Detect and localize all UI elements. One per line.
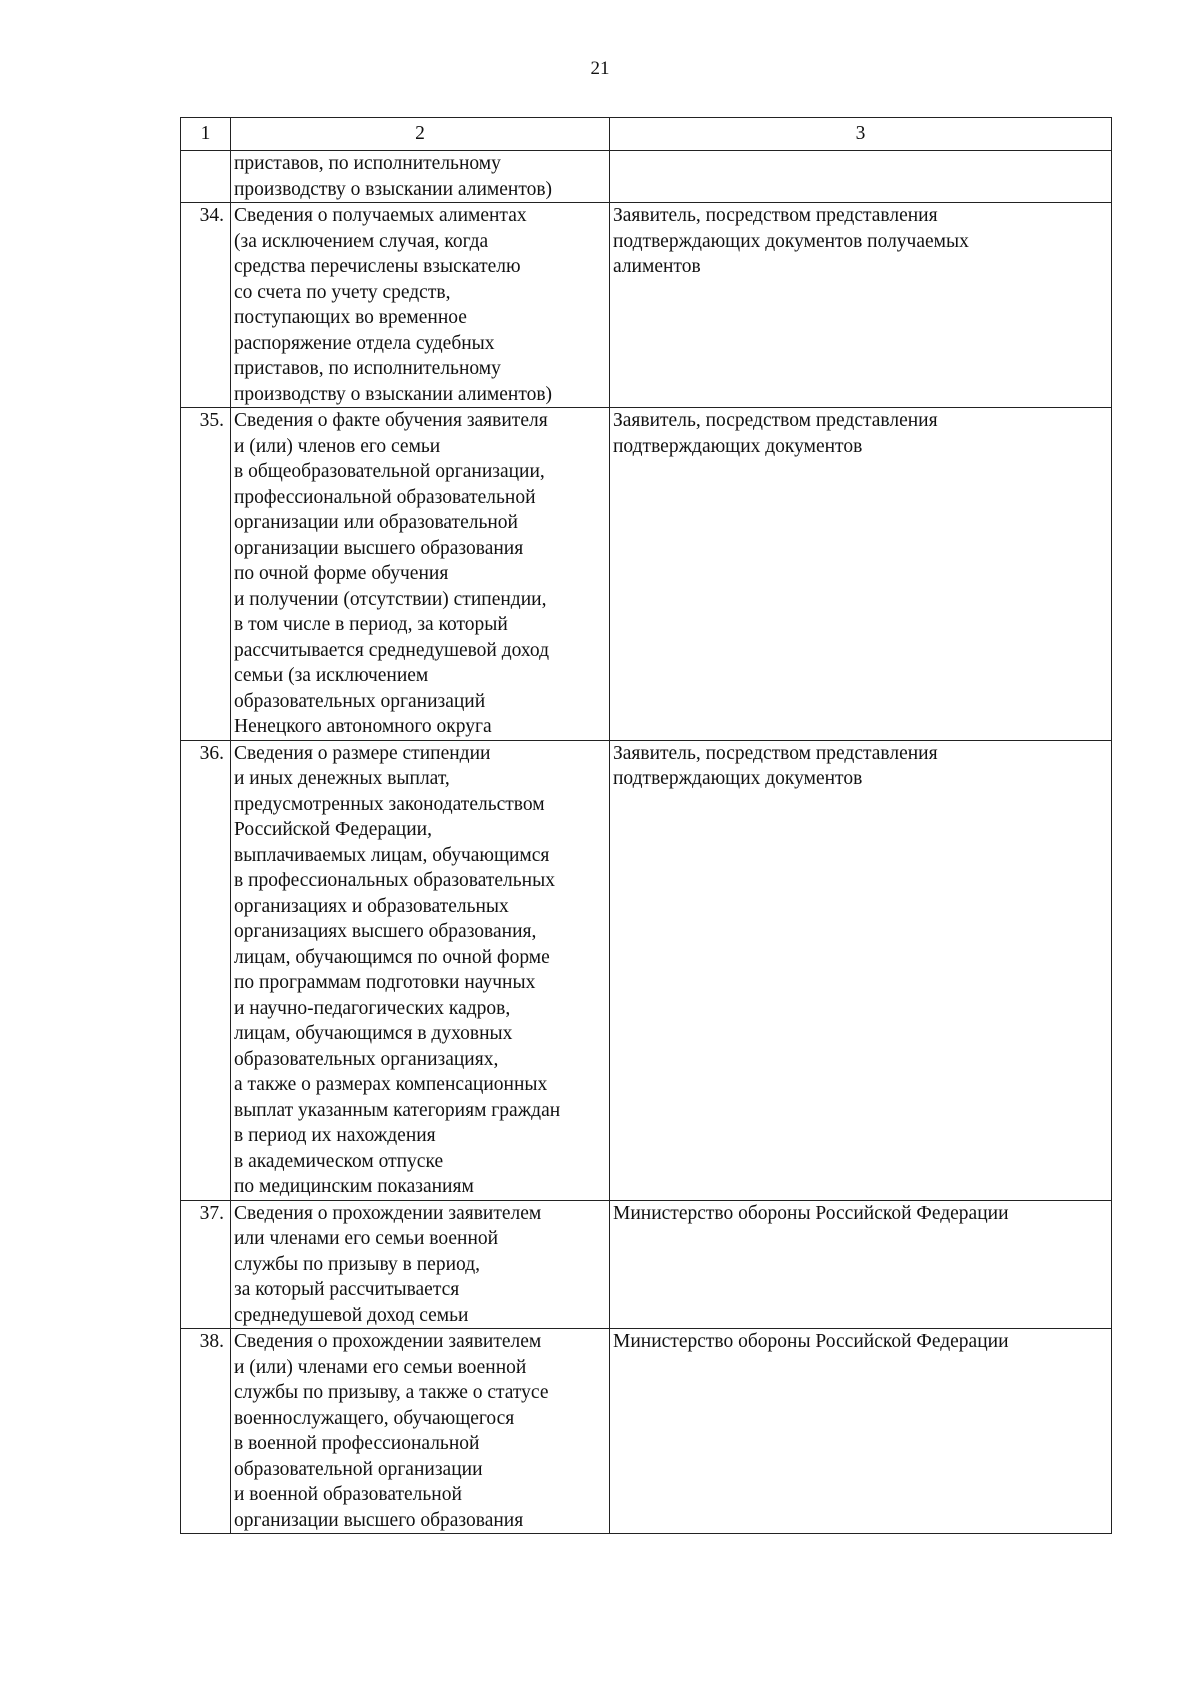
table-row [181,740,1112,1200]
table-row [181,151,1112,203]
row-source: Заявитель, посредством представления подтверждающих документов [610,740,1112,1200]
table-row [181,408,1112,741]
row-number: 37. [181,1200,231,1329]
row-number [181,151,231,203]
row-source: Министерство обороны Российской Федерации [610,1200,1112,1329]
row-description: Сведения о факте обучения заявителя и (или) членов его семьи в общеобразовательной организации, профессиональной образовательной организации или образовательной организации высшего образования по очной форме обучения и получении (отсутствии) стипендии, в том числе в период, за который рассчитывается среднедушевой доход семьи (за исключением образовательных организаций Ненецкого автономного округа [231,408,610,741]
table-row [181,203,1112,408]
row-source [610,151,1112,203]
row-description: Сведения о получаемых алиментах (за исключением случая, когда средства перечислены взыскателю со счета по учету средств, поступающих во временное распоряжение отдела судебных приставов, по исполнительному производству о взыскании алиментов) [231,203,610,408]
row-number: 34. [181,203,231,408]
data-table [180,117,1112,1534]
row-number: 38. [181,1329,231,1534]
row-description: Сведения о прохождении заявителем и (или) членами его семьи военной службы по призыву, а также о статусе военнослужащего, обучающегося в военной профессиональной образовательной организации и военной образовательной организации высшего образования [231,1329,610,1534]
table-header-row [181,118,1112,151]
column-header-2: 2 [231,118,610,151]
row-source: Заявитель, посредством представления подтверждающих документов [610,408,1112,741]
page-number: 21 [590,58,610,79]
column-header-3: 3 [610,118,1112,151]
table-row [181,1200,1112,1329]
row-number: 36. [181,740,231,1200]
row-description: Сведения о прохождении заявителем или членами его семьи военной службы по призыву в период, за который рассчитывается среднедушевой доход семьи [231,1200,610,1329]
row-number: 35. [181,408,231,741]
row-description: приставов, по исполнительному производству о взыскании алиментов) [231,151,610,203]
table-row [181,1329,1112,1534]
row-description: Сведения о размере стипендии и иных денежных выплат, предусмотренных законодательством Российской Федерации, выплачиваемых лицам, обучающимся в профессиональных образовательных организациях и образовательных организациях высшего образования, лицам, обучающимся по очной форме по программам подготовки научных и научно-педагогических кадров, лицам, обучающимся в духовных образовательных организациях, а также о размерах компенсационных выплат указанным категориям граждан в период их нахождения в академическом отпуске по медицинским показаниям [231,740,610,1200]
row-source: Заявитель, посредством представления подтверждающих документов получаемых алиментов [610,203,1112,408]
column-header-1: 1 [181,118,231,151]
row-source: Министерство обороны Российской Федерации [610,1329,1112,1534]
